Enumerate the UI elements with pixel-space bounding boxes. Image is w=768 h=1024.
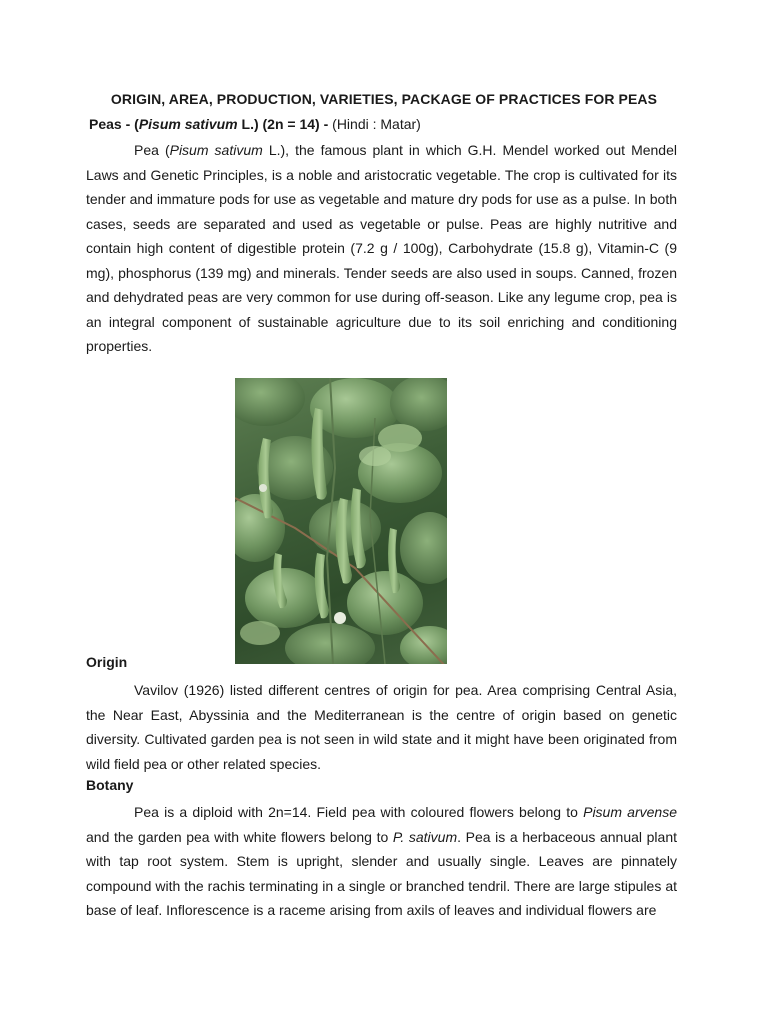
page-title: ORIGIN, AREA, PRODUCTION, VARIETIES, PACKAGE OF PRACTICES FOR PEAS	[110, 91, 658, 107]
subtitle-prefix: Peas - (	[89, 116, 139, 132]
origin-paragraph	[86, 678, 677, 776]
intro-text-2: L.), the famous plant in which G.H. Mendel worked out Mendel Laws and Genetic Principles, is a noble and aristocratic vegetable. The crop is cultivated for its tender and immature pods for use as vegetable and mature dry pods for use as a pulse. In both cases, seeds are separated and used as vegetable or pulse. Peas are highly nutritive and contain high content of digestible protein (7.2 g / 100g), Carbohydrate (15.8 g), Vitamin-C (9 mg), phosphorus (139 mg) and minerals. Tender seeds are also used in soups. Canned, frozen and dehydrated peas are very common for use during off-season. Like any legume crop, pea is an integral component of sustainable agriculture due to its soil enriching and conditioning properties.	[86, 142, 677, 354]
origin-text: Vavilov (1926) listed different centres of origin for pea. Area comprising Central Asia, the Near East, Abyssinia and the Mediterranean is the centre of origin based on genetic diversity. Cultivated garden pea is not seen in wild state and it might have been originated from wild field pea or other related species.	[86, 682, 677, 772]
subtitle-suffix: L.) (2n = 14) -	[237, 116, 333, 132]
botany-species-1: Pisum arvense	[583, 804, 677, 820]
intro-paragraph	[86, 138, 677, 359]
species-subtitle	[89, 116, 421, 132]
botany-text-3: . Pea is a herbaceous annual plant with tap root system. Stem is upright, slender and usually single. Leaves are pinnately compound with the rachis terminating in a single or branched tendril. There are large stipules at base of leaf. Inflorescence is a raceme arising from axils of leaves and individual flowers are	[86, 828, 677, 918]
botany-heading: Botany	[86, 777, 134, 793]
origin-heading: Origin	[86, 654, 128, 670]
intro-species: Pisum sativum	[169, 142, 263, 158]
botany-text-2: and the garden pea with white flowers belong to	[86, 828, 393, 845]
botany-text-1: Pea is a diploid with 2n=14. Field pea with coloured flowers belong to	[134, 804, 584, 820]
botany-species-2: P. sativum	[392, 828, 458, 845]
subtitle-species: Pisum sativum	[138, 116, 238, 132]
subtitle-hindi: (Hindi : Matar)	[332, 116, 421, 132]
botany-paragraph	[86, 800, 677, 923]
intro-text-1: Pea (	[134, 142, 170, 158]
pea-plant-photo	[235, 378, 447, 664]
